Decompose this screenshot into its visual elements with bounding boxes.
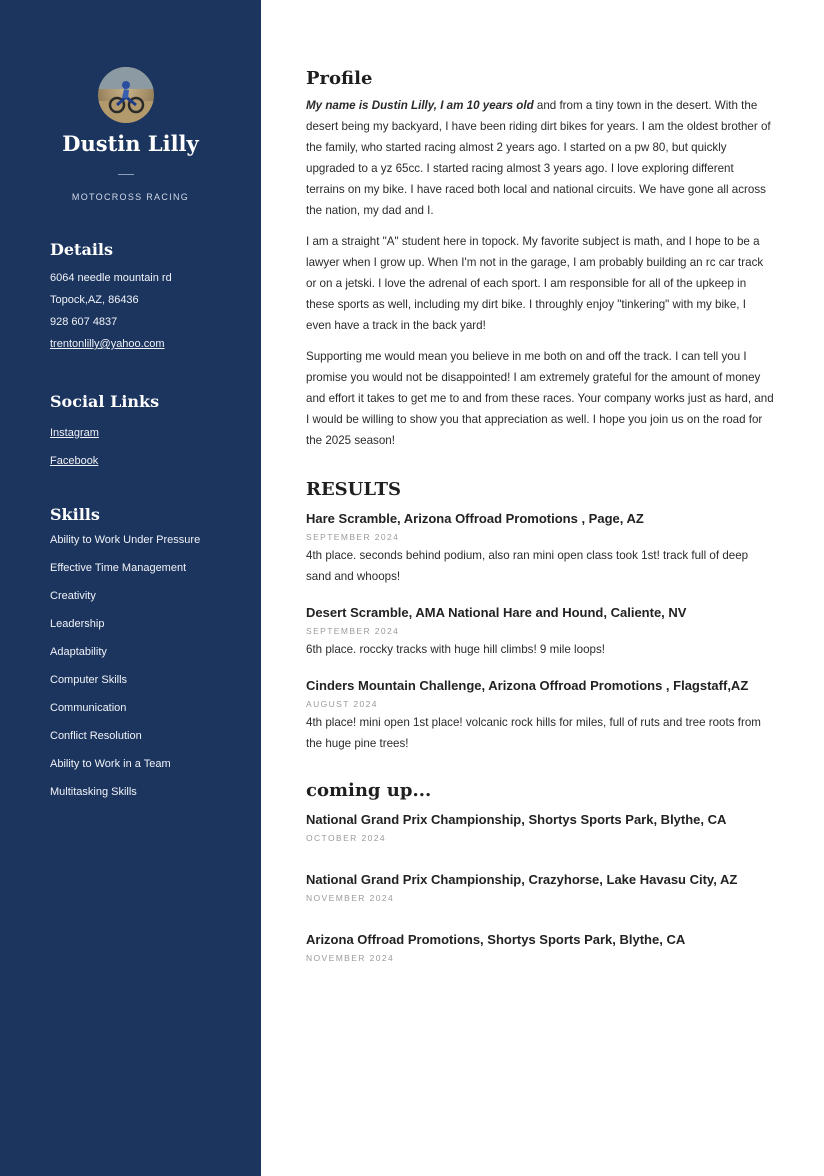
result-description: 4th place! mini open 1st place! volcanic rock hills for miles, full of ruts and tree roots from the huge pine trees! bbox=[306, 716, 761, 750]
name-divider bbox=[118, 174, 134, 175]
skill-item: Ability to Work Under Pressure bbox=[50, 534, 201, 546]
facebook-link[interactable]: Facebook bbox=[50, 455, 99, 467]
result-entry bbox=[306, 604, 774, 660]
skill-item: Computer Skills bbox=[50, 674, 128, 686]
profile-heading: Profile bbox=[306, 68, 373, 89]
result-title: Desert Scramble, AMA National Hare and Hound, Caliente, NV bbox=[306, 605, 687, 620]
details-section bbox=[50, 240, 250, 355]
upcoming-date: OCTOBER 2024 bbox=[306, 833, 386, 843]
profile-paragraph bbox=[306, 95, 774, 221]
social-links-section bbox=[50, 392, 250, 475]
sidebar bbox=[0, 0, 261, 1176]
skills-section bbox=[50, 505, 250, 806]
skill-item: Multitasking Skills bbox=[50, 786, 137, 798]
skill-item: Effective Time Management bbox=[50, 562, 187, 574]
result-date: SEPTEMBER 2024 bbox=[306, 532, 400, 542]
address-line: 6064 needle mountain rd bbox=[50, 272, 172, 284]
profile-paragraph: Supporting me would mean you believe in me both on and off the track. I can tell you I promise you would not be disappointed! I am extremely grateful for the amount of money and effort it takes to get me to and from these races. Your company works just as hard, and I would be willing to show you that appreciation as well. I hope you join us on the road for the 2025 season! bbox=[306, 350, 774, 447]
main-content bbox=[261, 0, 824, 1176]
upcoming-entry bbox=[306, 931, 774, 963]
result-description: 4th place. seconds behind podium, also ran mini open class took 1st! track full of deep sand and whoops! bbox=[306, 549, 749, 583]
social-links-heading: Social Links bbox=[50, 392, 160, 411]
skill-item: Communication bbox=[50, 702, 127, 714]
skill-item: Conflict Resolution bbox=[50, 730, 142, 742]
city-line: Topock,AZ, 86436 bbox=[50, 294, 139, 306]
person-name: Dustin Lilly bbox=[62, 131, 199, 156]
skill-item: Creativity bbox=[50, 590, 96, 602]
result-title: Hare Scramble, Arizona Offroad Promotions , Page, AZ bbox=[306, 511, 644, 526]
upcoming-section bbox=[306, 780, 774, 963]
upcoming-date: NOVEMBER 2024 bbox=[306, 893, 395, 903]
rider-photo-icon bbox=[98, 67, 154, 123]
instagram-link[interactable]: Instagram bbox=[50, 427, 99, 439]
upcoming-heading: coming up... bbox=[306, 780, 432, 801]
upcoming-entry bbox=[306, 871, 774, 903]
profile-intro: My name is Dustin Lilly, I am 10 years old bbox=[306, 99, 534, 112]
details-heading: Details bbox=[50, 240, 113, 259]
result-title: Cinders Mountain Challenge, Arizona Offroad Promotions , Flagstaff,AZ bbox=[306, 678, 749, 693]
skill-item: Adaptability bbox=[50, 646, 107, 658]
profile-section bbox=[306, 68, 774, 451]
result-date: AUGUST 2024 bbox=[306, 699, 378, 709]
skill-item: Leadership bbox=[50, 618, 105, 630]
upcoming-title: Arizona Offroad Promotions, Shortys Sports Park, Blythe, CA bbox=[306, 932, 686, 947]
skills-heading: Skills bbox=[50, 505, 100, 524]
profile-intro-rest: and from a tiny town in the desert. With the desert being my backyard, I have been riding dirt bikes for years. I am the oldest brother of the family, who started racing almost 2 years ago. I started on a pw 80, but quickly upgraded to a yz 65cc. I started racing almost 3 years ago. I love exploring different terrains on my bike. I have raced both local and national circuits. We have gone all across the nation, my dad and I. bbox=[306, 99, 771, 217]
email-link[interactable]: trentonlilly@yahoo.com bbox=[50, 338, 165, 350]
phone-line: 928 607 4837 bbox=[50, 316, 118, 328]
skill-item: Ability to Work in a Team bbox=[50, 758, 171, 770]
result-date: SEPTEMBER 2024 bbox=[306, 626, 400, 636]
results-section bbox=[306, 479, 774, 754]
result-description: 6th place. roccky tracks with huge hill climbs! 9 mile loops! bbox=[306, 643, 605, 656]
upcoming-entry bbox=[306, 811, 774, 843]
upcoming-title: National Grand Prix Championship, Crazyhorse, Lake Havasu City, AZ bbox=[306, 872, 738, 887]
result-entry bbox=[306, 510, 774, 587]
upcoming-title: National Grand Prix Championship, Shortys Sports Park, Blythe, CA bbox=[306, 812, 727, 827]
job-title: MOTOCROSS RACING bbox=[71, 192, 190, 202]
result-entry bbox=[306, 677, 774, 754]
results-heading: RESULTS bbox=[306, 479, 401, 500]
profile-paragraph: I am a straight "A" student here in topock. My favorite subject is math, and I hope to be a lawyer when I grow up. When I'm not in the garage, I am probably building an rc car track or on a jetski. I love the adrenal of each sport. I am responsible for all of the upkeep in these sports as well, including my dirt bike. I throughly enjoy "tinkering" with my bike, I even have a track in the back yard! bbox=[306, 235, 764, 332]
avatar bbox=[98, 67, 154, 123]
upcoming-date: NOVEMBER 2024 bbox=[306, 953, 395, 963]
